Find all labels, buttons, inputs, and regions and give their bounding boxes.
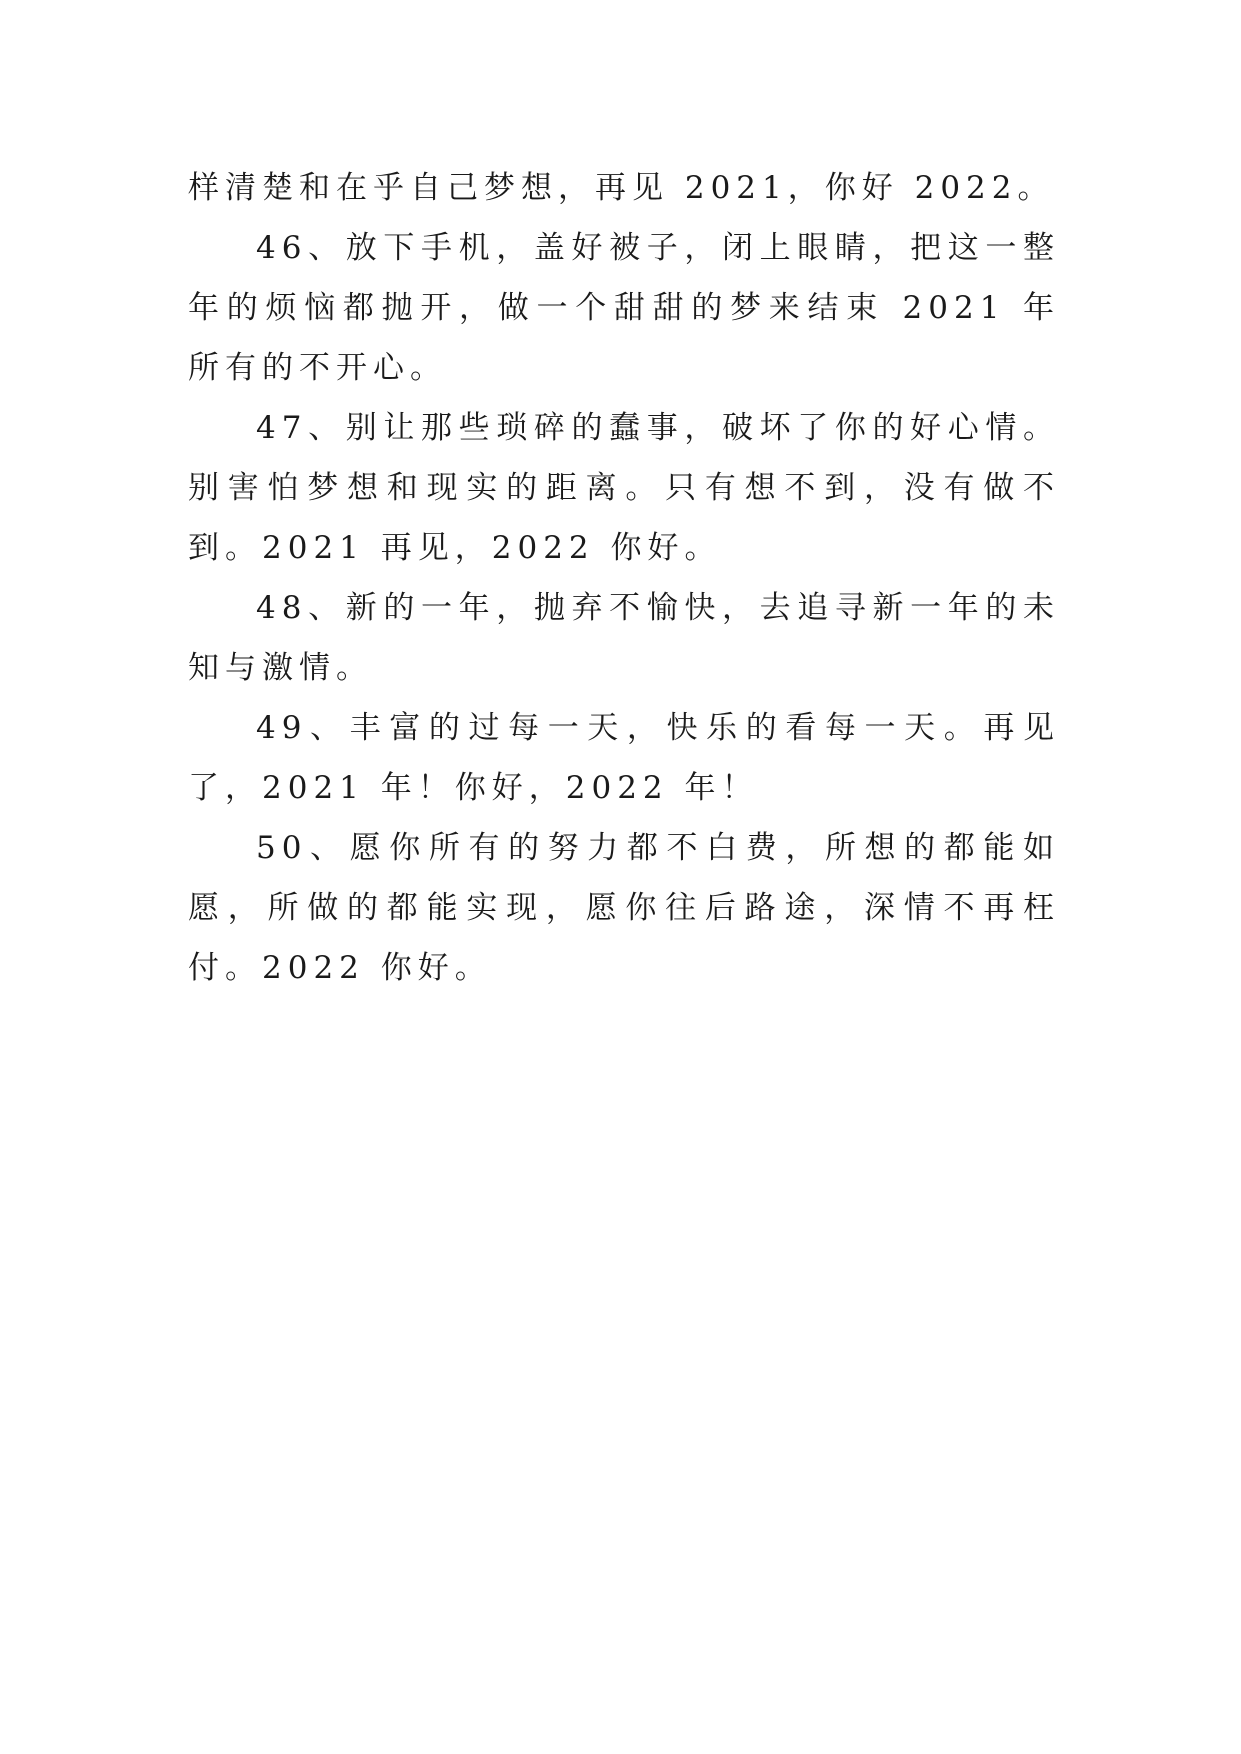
paragraph-48: 48、新的一年，抛弃不愉快，去追寻新一年的未知与激情。 <box>188 590 1060 686</box>
paragraph-45-continuation: 样清楚和在乎自己梦想，再见 2021，你好 2022。 <box>188 170 1055 206</box>
paragraph-46: 46、放下手机，盖好被子，闭上眼睛，把这一整年的烦恼都抛开，做一个甜甜的梦来结束 2021 年所有的不开心。 <box>188 230 1060 386</box>
paragraph-49: 49、丰富的过每一天，快乐的看每一天。再见了，2021 年！你好，2022 年！ <box>188 710 1060 806</box>
document-body <box>188 158 1060 998</box>
paragraph-50: 50、愿你所有的努力都不白费，所想的都能如愿，所做的都能实现，愿你往后路途，深情不再枉付。2022 你好。 <box>188 830 1060 986</box>
paragraph-47: 47、别让那些琐碎的蠢事，破坏了你的好心情。别害怕梦想和现实的距离。只有想不到，没有做不到。2021 再见，2022 你好。 <box>188 410 1060 566</box>
